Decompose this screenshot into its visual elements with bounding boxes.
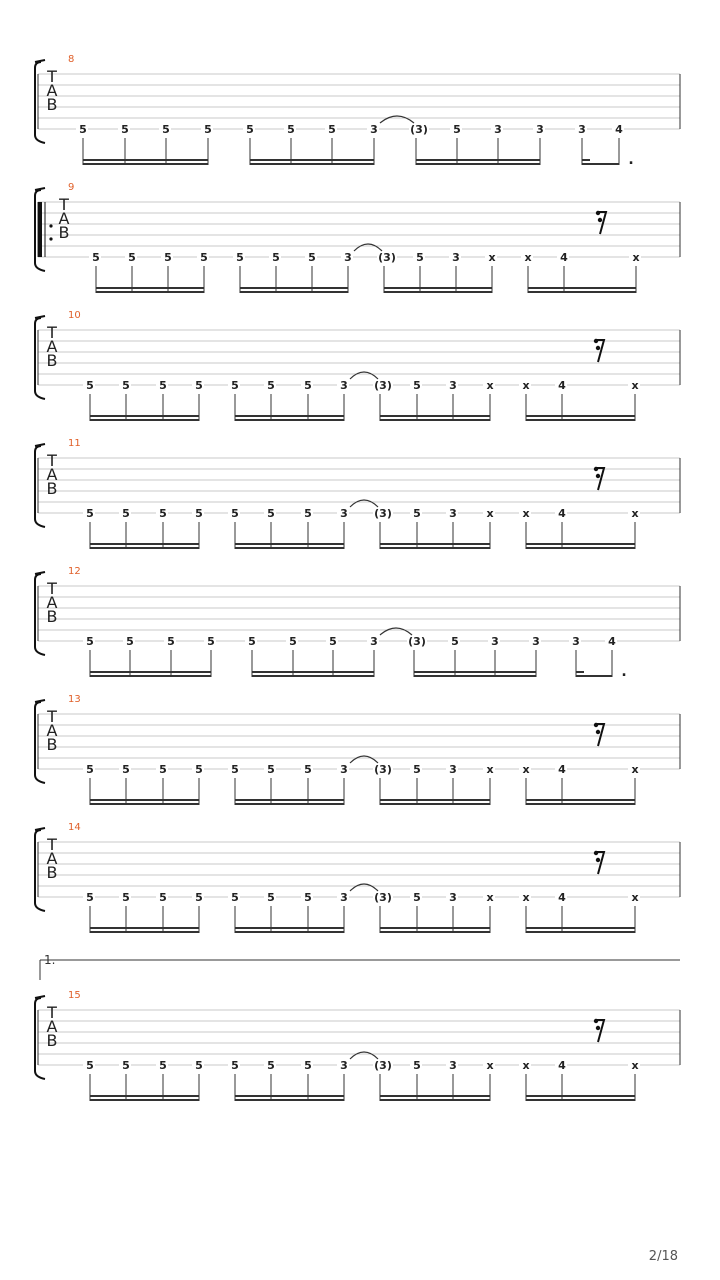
tab-clef-letter: A [46,593,58,612]
fret-number: 5 [267,891,275,904]
tab-clef-letter: A [46,81,58,100]
beam-secondary [235,927,344,929]
fret-number: 5 [195,379,203,392]
tab-clef-letter: B [46,479,58,498]
fret-number: 3 [340,379,348,392]
system-bracket-top [35,700,45,702]
fret-number: 5 [231,379,239,392]
fret-number: 5 [204,123,212,136]
fret-number: 5 [195,507,203,520]
tie-arc [380,116,414,123]
page-number: 2/18 [648,1249,678,1264]
beam [90,1099,199,1101]
beam [240,291,348,293]
fret-number: (3) [374,1059,392,1072]
fret-number: 5 [304,507,312,520]
beam-secondary [90,799,199,801]
beam-secondary [380,927,490,929]
rest-flag [596,1026,600,1030]
fret-number: 5 [159,379,167,392]
fret-number: 4 [615,123,623,136]
beam [380,931,490,933]
beam-secondary [250,159,374,161]
fret-number: (3) [374,891,392,904]
tab-clef-letter: B [46,95,58,114]
fret-number: 3 [578,123,586,136]
fret-number: 5 [267,379,275,392]
beam [96,291,204,293]
fret-number: 5 [231,891,239,904]
fret-number: (3) [408,635,426,648]
fret-number: 5 [122,507,130,520]
fret-number: 5 [413,1059,421,1072]
fret-number: 5 [413,763,421,776]
fret-number: 3 [340,891,348,904]
beam [526,419,635,421]
sixteenth-rest [598,212,606,234]
beam [526,803,635,805]
fret-number: 3 [340,507,348,520]
tab-system [35,438,680,549]
beam-secondary [526,927,635,929]
fret-number: 3 [340,763,348,776]
beam [414,675,536,677]
fret-number: 5 [413,507,421,520]
beam-partial [576,671,584,673]
fret-number: 5 [159,507,167,520]
beam-secondary [380,799,490,801]
fret-number: 5 [289,635,297,648]
tab-clef-letter: A [46,849,58,868]
beam [235,419,344,421]
beam [380,419,490,421]
rest-flag [596,346,600,350]
beam-secondary [528,287,636,289]
tie-arc [350,372,378,379]
ghost-note: x [486,379,494,392]
ghost-note: x [486,1059,494,1072]
rest-flag [596,211,600,215]
beam-secondary [416,159,540,161]
rest-flag [594,1019,598,1023]
fret-number: 5 [248,635,256,648]
tie-arc [350,1052,378,1059]
fret-number: 5 [304,1059,312,1072]
beam [380,1099,490,1101]
tie-arc [350,500,378,507]
ghost-note: x [522,507,530,520]
tie-arc [350,756,378,763]
beam [83,163,208,165]
beam [576,675,612,677]
tab-clef-letter: A [46,721,58,740]
beam-secondary [240,287,348,289]
fret-number: 5 [308,251,316,264]
beam [90,675,211,677]
measure-number: 14 [68,822,81,833]
fret-number: 5 [246,123,254,136]
beam [526,931,635,933]
fret-number: 3 [370,635,378,648]
tab-clef-letter: B [58,223,70,242]
fret-number: 5 [416,251,424,264]
fret-number: 4 [558,379,566,392]
ghost-note: x [488,251,496,264]
beam [250,163,374,165]
beam-secondary [90,415,199,417]
fret-number: 3 [532,635,540,648]
beam [235,803,344,805]
fret-number: 5 [413,891,421,904]
beam-partial [582,159,590,161]
measure-number: 9 [68,182,75,193]
fret-number: 4 [608,635,616,648]
beam [90,547,199,549]
beam [90,803,199,805]
fret-number: 4 [558,891,566,904]
beam [90,419,199,421]
sixteenth-rest [596,340,604,362]
fret-number: 5 [267,507,275,520]
beam-secondary [90,927,199,929]
fret-number: 5 [128,251,136,264]
tab-clef-letter: B [46,863,58,882]
rest-flag [594,851,598,855]
ghost-note: x [522,1059,530,1072]
fret-number: 5 [86,635,94,648]
fret-number: 3 [491,635,499,648]
ghost-note: x [486,507,494,520]
tab-clef-letter: T [47,1003,57,1022]
beam-secondary [235,543,344,545]
fret-number: 5 [122,891,130,904]
fret-number: 4 [558,507,566,520]
beam [380,547,490,549]
tab-system [35,182,680,293]
fret-number: 3 [494,123,502,136]
ghost-note: x [631,379,639,392]
fret-number: 5 [159,891,167,904]
tie-arc [350,884,378,891]
beam-secondary [526,543,635,545]
tab-system [35,310,680,421]
fret-number: 3 [449,763,457,776]
fret-number: 5 [304,379,312,392]
beam-secondary [235,415,344,417]
fret-number: 3 [449,507,457,520]
fret-number: 5 [267,763,275,776]
tab-clef-letter: T [47,835,57,854]
fret-number: 3 [344,251,352,264]
duration-dot: . [621,664,627,680]
beam-secondary [526,415,635,417]
tab-system [35,566,680,680]
tie-arc [354,244,382,251]
fret-number: 4 [560,251,568,264]
fret-number: 3 [370,123,378,136]
fret-number: 5 [122,763,130,776]
fret-number: 5 [231,763,239,776]
beam [252,675,374,677]
fret-number: 5 [121,123,129,136]
fret-number: 5 [231,1059,239,1072]
beam-secondary [526,1095,635,1097]
ghost-note: x [486,763,494,776]
fret-number: (3) [374,379,392,392]
beam-secondary [384,287,492,289]
fret-number: 5 [287,123,295,136]
tab-clef-letter: B [46,607,58,626]
beam-secondary [380,415,490,417]
ghost-note: x [631,763,639,776]
beam-secondary [414,671,536,673]
fret-number: 5 [200,251,208,264]
tie-arc [380,628,412,635]
fret-number: 4 [558,1059,566,1072]
tab-clef-letter: T [47,323,57,342]
fret-number: 3 [452,251,460,264]
fret-number: 5 [86,891,94,904]
fret-number: 5 [86,763,94,776]
system-bracket-top [35,828,45,830]
sixteenth-rest [596,724,604,746]
beam [526,547,635,549]
system-bracket-top [35,188,45,190]
fret-number: 5 [328,123,336,136]
beam [526,1099,635,1101]
measure-number: 10 [68,310,81,321]
beam-secondary [252,671,374,673]
fret-number: 5 [79,123,87,136]
fret-number: 5 [126,635,134,648]
repeat-dot [49,237,52,240]
tab-system [35,822,680,933]
volta-label: 1. [44,953,56,967]
tab-clef-letter: T [47,67,57,86]
beam [528,291,636,293]
fret-number: 3 [449,891,457,904]
tab-clef-letter: B [46,1031,58,1050]
fret-number: 4 [558,763,566,776]
tab-clef-letter: T [47,451,57,470]
fret-number: 5 [236,251,244,264]
ghost-note: x [631,1059,639,1072]
ghost-note: x [631,891,639,904]
tab-clef-letter: A [58,209,70,228]
repeat-dot [49,224,52,227]
ghost-note: x [486,891,494,904]
fret-number: (3) [374,507,392,520]
beam-secondary [90,671,211,673]
fret-number: 5 [267,1059,275,1072]
beam [416,163,540,165]
beam [235,547,344,549]
system-bracket-top [35,444,45,446]
beam-secondary [235,799,344,801]
beam-secondary [380,1095,490,1097]
fret-number: 5 [159,763,167,776]
beam-secondary [380,543,490,545]
beam-secondary [96,287,204,289]
fret-number: 5 [413,379,421,392]
fret-number: 5 [304,891,312,904]
tab-system [35,694,680,805]
fret-number: (3) [378,251,396,264]
ghost-note: x [522,763,530,776]
tab-clef-letter: B [46,735,58,754]
tab-clef-letter: A [46,465,58,484]
beam-secondary [90,543,199,545]
fret-number: 5 [86,1059,94,1072]
beam [235,931,344,933]
sixteenth-rest [596,852,604,874]
tab-clef-letter: T [47,579,57,598]
measure-number: 8 [68,54,75,65]
duration-dot: . [628,152,634,168]
rest-flag [594,467,598,471]
beam-secondary [235,1095,344,1097]
fret-number: 5 [329,635,337,648]
rest-flag [596,730,600,734]
fret-number: 5 [86,379,94,392]
rest-flag [594,723,598,727]
tab-clef-letter: T [47,707,57,726]
fret-number: 5 [451,635,459,648]
fret-number: 5 [195,1059,203,1072]
fret-number: 3 [536,123,544,136]
measure-number: 12 [68,566,81,577]
fret-number: 5 [92,251,100,264]
system-bracket-top [35,996,45,998]
tab-clef-letter: A [46,1017,58,1036]
fret-number: 5 [167,635,175,648]
tab-system [35,953,680,1101]
system-bracket-top [35,316,45,318]
fret-number: 3 [449,379,457,392]
repeat-thick-bar [38,202,42,257]
fret-number: 5 [304,763,312,776]
rest-flag [594,339,598,343]
fret-number: 5 [162,123,170,136]
beam-secondary [526,799,635,801]
measure-number: 11 [68,438,81,449]
system-bracket-top [35,572,45,574]
fret-number: 5 [164,251,172,264]
beam-secondary [90,1095,199,1097]
system-bracket-top [35,60,45,62]
beam [384,291,492,293]
measure-number: 13 [68,694,81,705]
fret-number: 3 [340,1059,348,1072]
tab-clef-letter: A [46,337,58,356]
fret-number: 3 [572,635,580,648]
fret-number: 5 [122,379,130,392]
ghost-note: x [524,251,532,264]
fret-number: 5 [195,891,203,904]
measure-number: 15 [68,990,81,1001]
rest-flag [598,218,602,222]
fret-number: 5 [159,1059,167,1072]
sixteenth-rest [596,468,604,490]
ghost-note: x [522,891,530,904]
rest-flag [596,858,600,862]
fret-number: (3) [410,123,428,136]
fret-number: 5 [207,635,215,648]
tab-clef-letter: B [46,351,58,370]
beam [582,163,619,165]
rest-flag [596,474,600,478]
fret-number: 5 [231,507,239,520]
ghost-note: x [522,379,530,392]
fret-number: 5 [272,251,280,264]
fret-number: 5 [86,507,94,520]
fret-number: 5 [453,123,461,136]
fret-number: (3) [374,763,392,776]
beam-secondary [83,159,208,161]
beam [380,803,490,805]
beam [90,931,199,933]
ghost-note: x [632,251,640,264]
tab-clef-letter: T [59,195,69,214]
fret-number: 5 [122,1059,130,1072]
fret-number: 3 [449,1059,457,1072]
fret-number: 5 [195,763,203,776]
tab-system [35,54,680,168]
ghost-note: x [631,507,639,520]
sixteenth-rest [596,1020,604,1042]
beam [235,1099,344,1101]
